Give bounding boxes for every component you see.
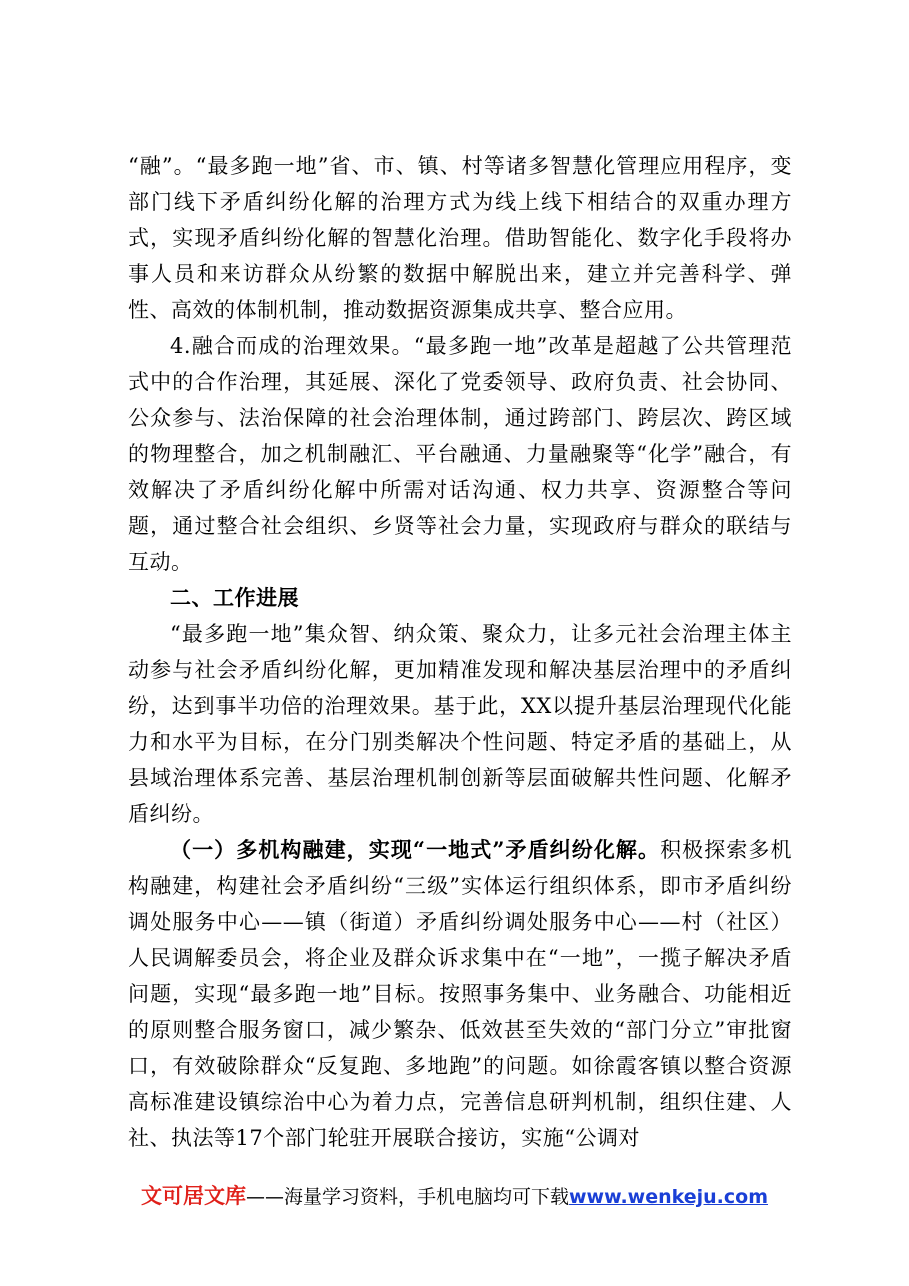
paragraph-multi-agency-lead: （一）多机构融建，实现“一地式”矛盾纠纷化解。 — [170, 837, 661, 862]
section-heading-work-progress: 二、工作进展 — [170, 586, 299, 610]
footer-brand: 文可居文库 — [140, 1184, 246, 1208]
footer-tagline: ——海量学习资料，手机电脑均可下载 — [245, 1186, 569, 1208]
paragraph-progress-intro: “最多跑一地”集众智、纳众策、聚众力，让多元社会治理主体主动参与社会矛盾纠纷化解，更加精准发现和解决基层治理中的矛盾纠纷，达到事半功倍的治理效果。基于此，XX以提升基层治理现代化能力和水平为目标，在分门别类解决个性问题、特定矛盾的基础上，从县域治理体系完善、基层治理机制创新等层面破解共性问题、化解矛盾纠纷。 — [128, 622, 792, 826]
paragraph-multi-agency-body: 积极探索多机构融建，构建社会矛盾纠纷“三级”实体运行组织体系，即市矛盾纠纷调处服务中心——镇（街道）矛盾纠纷调处服务中心——村（社区）人民调解委员会，将企业及群众诉求集中在“一地”，一揽子解决矛盾问题，实现“最多跑一地”目标。按照事务集中、业务融合、功能相近的原则整合服务窗口，减少繁杂、低效甚至失效的“部门分立”审批窗口，有效破除群众“反复跑、多地跑”的问题。如徐霞客镇以整合资源高标准建设镇综治中心为着力点，完善信息研判机制，组织住建、人社、执法等17个部门轮驻开展联合接访，实施“公调对 — [128, 838, 792, 1150]
paragraph-governance-effect: 4.融合而成的治理效果。“最多跑一地”改革是超越了公共管理范式中的合作治理，其延展、深化了党委领导、政府负责、社会协同、公众参与、法治保障的社会治理体制，通过跨部门、跨层次、跨区域的物理整合，加之机制融汇、平台融通、力量融聚等“化学”融合，有效解决了矛盾纠纷化解中所需对话沟通、权力共享、资源整合等问题，通过整合社会组织、乡贤等社会力量，实现政府与群众的联结与互动。 — [128, 334, 792, 574]
footer-url-link[interactable]: www.wenkeju.com — [569, 1186, 769, 1208]
paragraph-multi-agency — [128, 832, 792, 1156]
document-body — [128, 148, 792, 1156]
footer-banner — [0, 1182, 909, 1211]
paragraph-smart-governance: “融”。“最多跑一地”省、市、镇、村等诸多智慧化管理应用程序，变部门线下矛盾纠纷化解的治理方式为线上线下相结合的双重办理方式，实现矛盾纠纷化解的智慧化治理。借助智能化、数字化手段将办事人员和来访群众从纷繁的数据中解脱出来，建立并完善科学、弹性、高效的体制机制，推动数据资源集成共享、整合应用。 — [128, 154, 792, 322]
